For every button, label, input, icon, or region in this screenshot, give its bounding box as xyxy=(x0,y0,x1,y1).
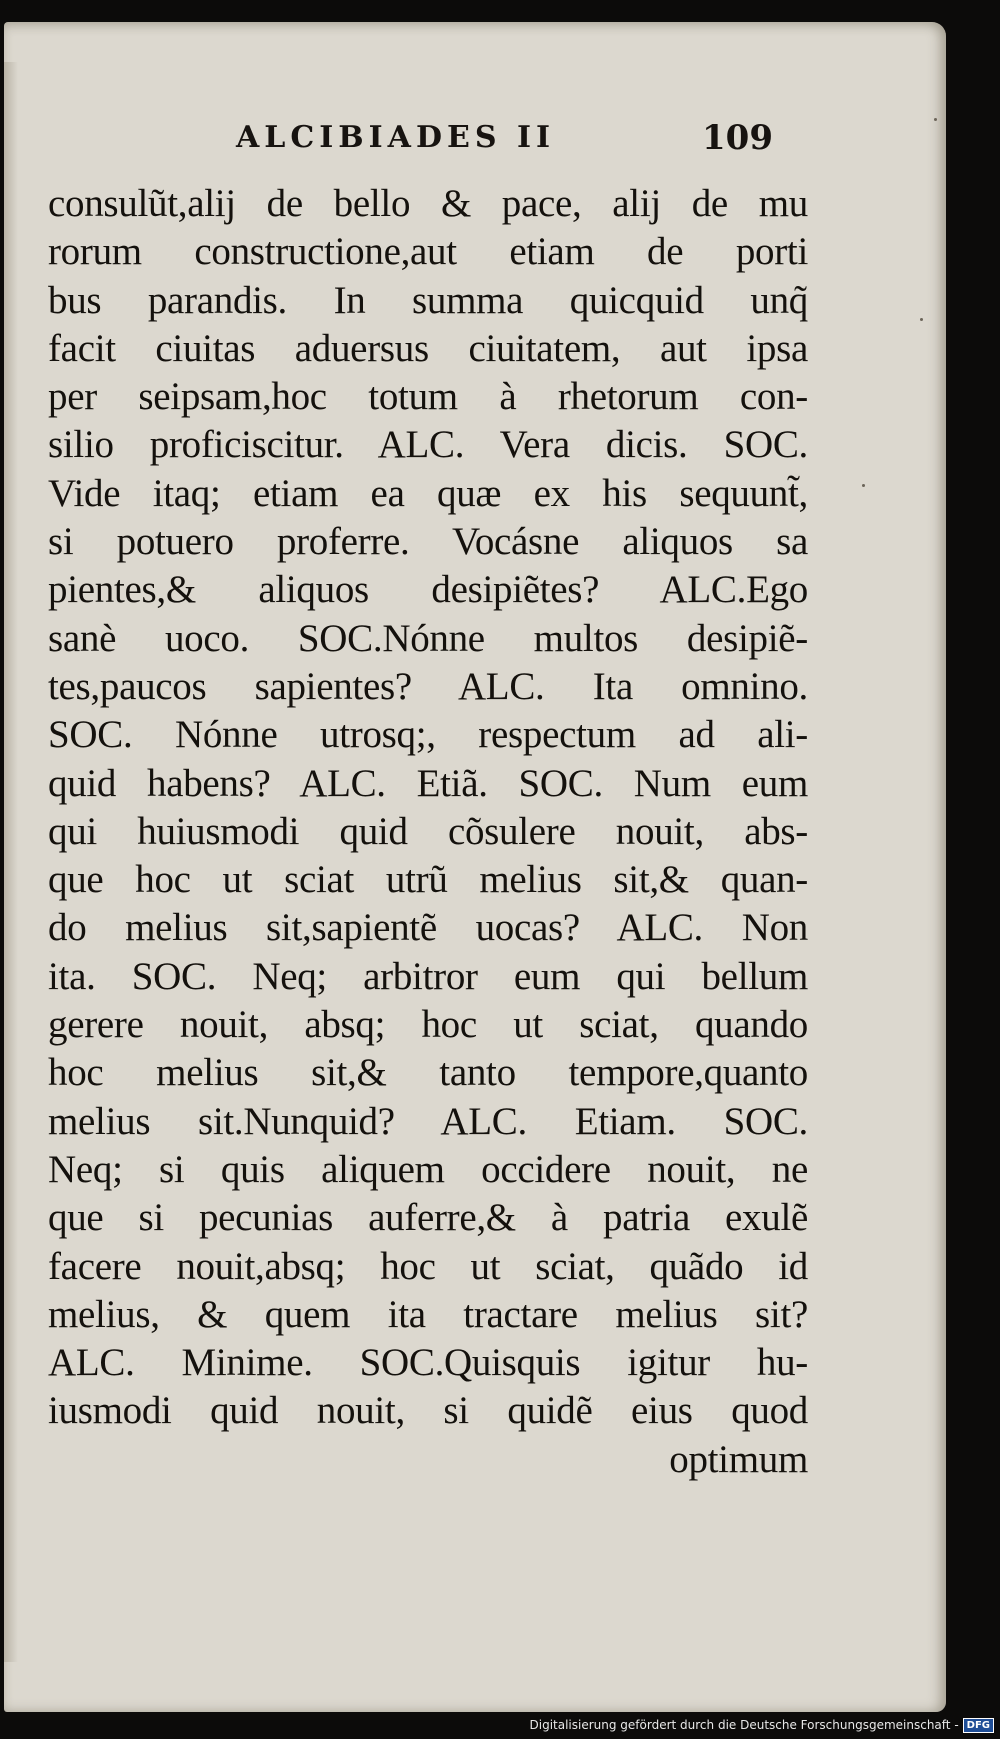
text-line: facere nouit,absq; hoc ut sciat, quãdo id xyxy=(48,1244,808,1288)
paper-speck xyxy=(862,484,865,487)
text-line: ita. SOC. Neq; arbitror eum qui bellum xyxy=(48,954,808,998)
text-line: pientes,& aliquos desipiẽtes? ALC.Ego xyxy=(48,568,808,612)
text-line: consulũt,alij de bello & pace, alij de mu xyxy=(48,182,808,225)
text-line: silio proficiscitur. ALC. Vera dicis. SOC. xyxy=(48,423,808,467)
text-line: SOC. Nónne utrosq;, respectum ad ali- xyxy=(48,713,808,757)
text-line: do melius sit,sapientẽ uocas? ALC. Non xyxy=(48,906,808,950)
text-line: que si pecunias auferre,& à patria exulẽ xyxy=(48,1196,808,1240)
running-head xyxy=(4,120,946,164)
page-number: 109 xyxy=(702,118,773,158)
text-line: facit ciuitas aduersus ciuitatem, aut ipsa xyxy=(48,326,808,370)
text-line: hoc melius sit,& tanto tempore,quanto xyxy=(48,1051,808,1095)
digitization-credit xyxy=(530,1715,995,1735)
text-line: sanè uoco. SOC.Nónne multos desipiẽ- xyxy=(48,616,808,660)
text-line: que hoc ut sciat utrũ melius sit,& quan- xyxy=(48,858,808,902)
text-line: si potuero proferre. Vocásne aliquos sa xyxy=(48,520,808,564)
text-line: ALC. Minime. SOC.Quisquis igitur hu- xyxy=(48,1341,808,1385)
dfg-logo: DFG xyxy=(963,1718,994,1733)
text-line: qui huiusmodi quid cõsulere nouit, abs- xyxy=(48,809,808,853)
text-line: bus parandis. In summa quicquid unq̃ xyxy=(48,278,808,322)
text-line: iusmodi quid nouit, si quidẽ eius quod xyxy=(48,1389,808,1433)
running-head-title: ALCIBIADES II xyxy=(236,120,556,155)
text-line: Neq; si quis aliquem occidere nouit, ne xyxy=(48,1147,808,1191)
credit-text: Digitalisierung gefördert durch die Deutsche Forschungsgemeinschaft - xyxy=(529,1718,959,1732)
text-line: melius sit.Nunquid? ALC. Etiam. SOC. xyxy=(48,1099,808,1143)
body-text xyxy=(48,180,808,1484)
paper-speck xyxy=(934,118,937,121)
text-line: gerere nouit, absq; hoc ut sciat, quando xyxy=(48,1003,808,1047)
text-line: quid habens? ALC. Etiã. SOC. Num eum xyxy=(48,761,808,805)
catchword: optimum xyxy=(669,1437,808,1481)
text-line: rorum constructione,aut etiam de porti xyxy=(48,230,808,274)
text-line: per seipsam,hoc totum à rhetorum con- xyxy=(48,375,808,419)
text-line: Vide itaq; etiam ea quæ ex his sequunt̃, xyxy=(48,471,808,515)
paper-speck xyxy=(920,318,923,321)
text-line: tes,paucos sapientes? ALC. Ita omnino. xyxy=(48,664,808,708)
text-line: melius, & quem ita tractare melius sit? xyxy=(48,1292,808,1336)
page-gutter-shadow xyxy=(4,62,18,1662)
book-page xyxy=(4,22,946,1712)
